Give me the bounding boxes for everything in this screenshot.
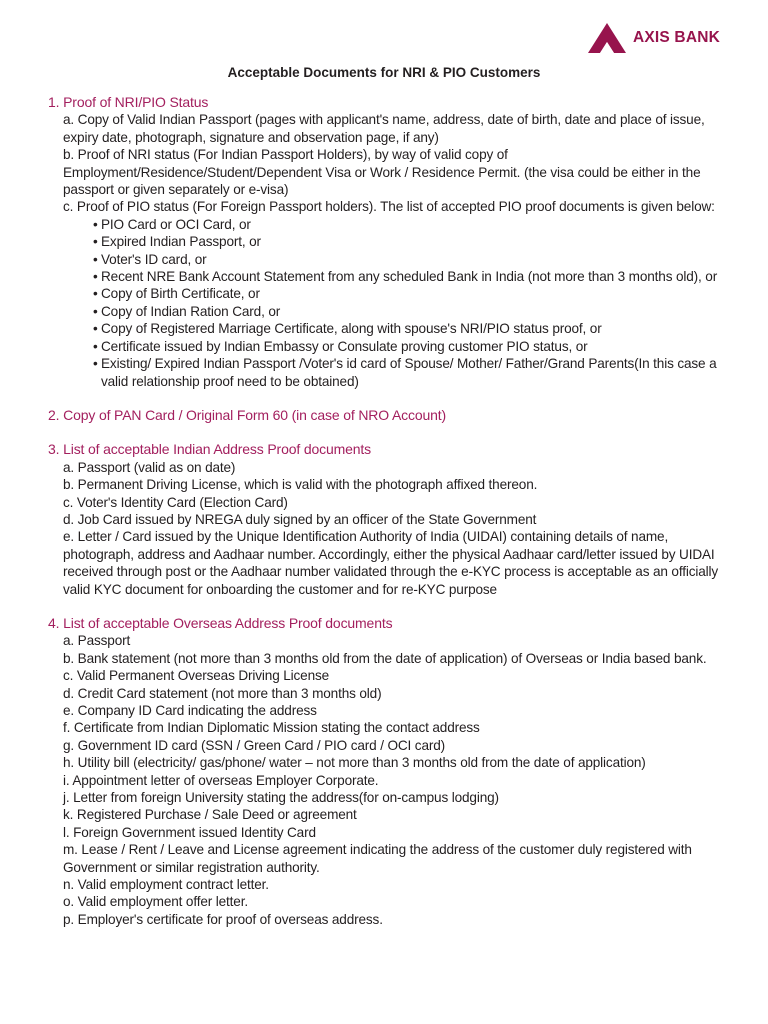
- list-item: e. Company ID Card indicating the address: [63, 703, 317, 718]
- bullet-item: • Voter's ID card, or: [93, 251, 728, 268]
- list-item: c. Valid Permanent Overseas Driving License: [63, 668, 330, 684]
- document-title: Acceptable Documents for NRI & PIO Customers: [227, 65, 541, 80]
- section-nri-pio-status: [48, 94, 728, 390]
- list-item: g. Government ID card (SSN / Green Card / PIO card / OCI card): [63, 737, 446, 753]
- list-item: d. Job Card issued by NREGA duly signed by an officer of the State Government: [63, 511, 537, 527]
- list-item: n. Valid employment contract letter.: [63, 877, 269, 893]
- list-item: e. Letter / Card issued by the Unique Identification Authority of India (UIDAI) containing details of name, photograph, address and Aadhaar number. Accordingly, either the physical Aadhaar card/letter issued by UIDAI received through post or the Aadhaar number validated through the e-KYC process is acceptable as an officially valid KYC document for onboarding the customer and for re-KYC purpose: [63, 529, 719, 597]
- section-pan-card: [48, 407, 728, 424]
- list-item: c. Voter's Identity Card (Election Card): [63, 494, 288, 510]
- list-item: d. Credit Card statement (not more than 3 months old): [63, 685, 382, 701]
- pio-proof-bullet-list: [48, 216, 728, 390]
- bullet-item: • Expired Indian Passport, or: [93, 233, 728, 250]
- list-item: a. Passport (valid as on date): [63, 459, 236, 475]
- list-item: a. Copy of Valid Indian Passport (pages with applicant's name, address, date of birth, date and place of issue, expiry date, photograph, signature and observation page, if any): [63, 112, 705, 145]
- axis-bank-logo-icon: [587, 22, 627, 54]
- section-indian-address-proof: [48, 441, 728, 598]
- list-item: c. Proof of PIO status (For Foreign Passport holders). The list of accepted PIO proof documents is given below:: [63, 199, 715, 215]
- bullet-item: • Copy of Indian Ration Card, or: [93, 303, 728, 320]
- list-item: b. Permanent Driving License, which is valid with the photograph affixed thereon.: [63, 477, 538, 493]
- list-item: p. Employer's certificate for proof of overseas address.: [63, 911, 383, 927]
- document-body: [48, 94, 728, 928]
- section-heading: 3. List of acceptable Indian Address Proof documents: [48, 441, 371, 458]
- list-item: b. Bank statement (not more than 3 months old from the date of application) of Overseas or India based bank.: [63, 650, 707, 666]
- list-item: i. Appointment letter of overseas Employer Corporate.: [63, 772, 379, 788]
- list-item: l. Foreign Government issued Identity Card: [63, 824, 316, 840]
- bullet-item: • Existing/ Expired Indian Passport /Voter's id card of Spouse/ Mother/ Father/Grand Parents(In this case a valid relationship proof need to be obtained): [93, 355, 728, 390]
- bullet-item: • Copy of Registered Marriage Certificate, along with spouse's NRI/PIO status proof, or: [93, 320, 728, 337]
- bullet-item: • PIO Card or OCI Card, or: [93, 216, 728, 233]
- brand-name: AXIS BANK: [632, 29, 720, 46]
- list-item: h. Utility bill (electricity/ gas/phone/ water – not more than 3 months old from the date of application): [63, 755, 646, 771]
- bullet-item: • Recent NRE Bank Account Statement from any scheduled Bank in India (not more than 3 months old), or: [93, 268, 728, 285]
- list-item: a. Passport: [63, 633, 131, 649]
- section-heading: 2. Copy of PAN Card / Original Form 60 (in case of NRO Account): [48, 406, 446, 423]
- section-overseas-address-proof: [48, 615, 728, 928]
- section-heading: 4. List of acceptable Overseas Address Proof documents: [48, 614, 393, 631]
- bullet-item: • Certificate issued by Indian Embassy or Consulate proving customer PIO status, or: [93, 338, 728, 355]
- list-item: j. Letter from foreign University stating the address(for on-campus lodging): [63, 790, 499, 806]
- brand-logo: [587, 22, 720, 54]
- list-item: m. Lease / Rent / Leave and License agreement indicating the address of the customer duly registered with Government or similar registration authority.: [63, 842, 692, 875]
- section-heading: 1. Proof of NRI/PIO Status: [48, 94, 209, 110]
- list-item: k. Registered Purchase / Sale Deed or agreement: [63, 807, 357, 823]
- list-item: f. Certificate from Indian Diplomatic Mission stating the contact address: [63, 720, 480, 736]
- list-item: b. Proof of NRI status (For Indian Passport Holders), by way of valid copy of Employment/Residence/Student/Dependent Visa or Work / Residence Permit. (the visa could be either in the passport or given separately or e-visa): [63, 147, 701, 198]
- bullet-item: • Copy of Birth Certificate, or: [93, 285, 728, 302]
- list-item: o. Valid employment offer letter.: [63, 894, 248, 910]
